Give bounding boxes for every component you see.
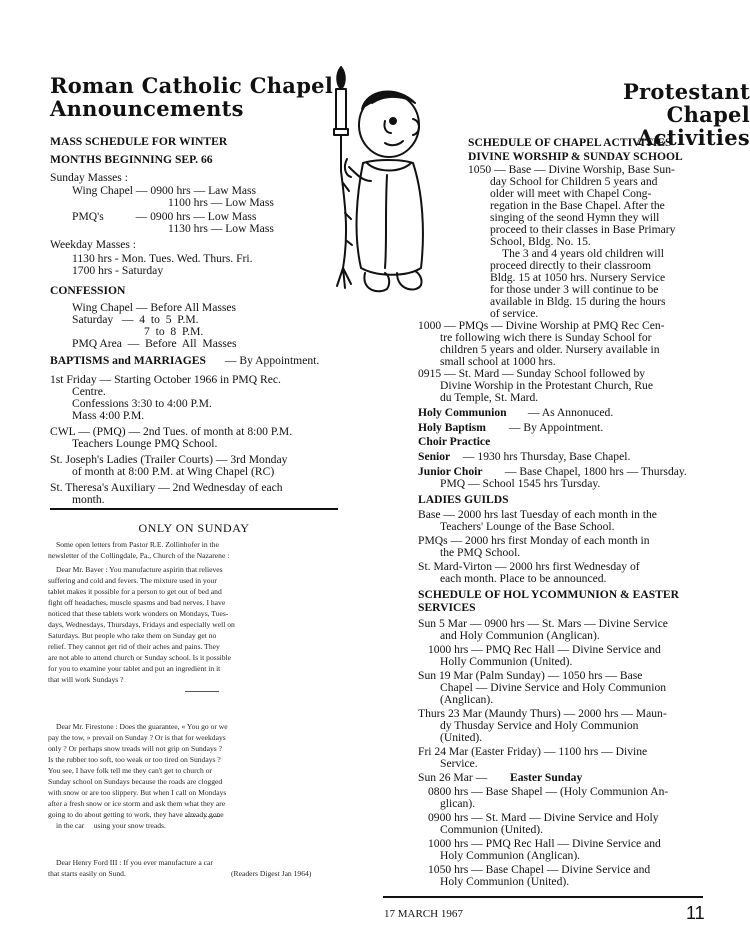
text-line: 1st Friday — Starting October 1966 in PMQ Rec. — [50, 373, 281, 386]
text-line: du Temple, St. Mard. — [440, 391, 539, 404]
text-line: for those under 3 will continue to be — [490, 283, 659, 296]
text-line: only ? Or perhaps snow treads will not grip on Sundays ? — [48, 744, 222, 753]
letter-separator-1 — [185, 691, 219, 692]
text-line: in the car using your snow treads. — [56, 821, 166, 830]
text-line: and Holy Communion (Anglican). — [440, 629, 600, 642]
text-line: that will work Sundays ? — [48, 675, 124, 684]
text-line: the PMQ School. — [440, 546, 521, 559]
text-line: 0900 hrs — St. Mard — Divine Service and Holy — [428, 811, 659, 824]
text-line: 0915 — St. Mard — Sunday School followed by — [418, 367, 646, 380]
text-line: proceed directly to their classroom — [490, 259, 651, 272]
text-line: 1000 hrs — PMQ Rec Hall — Divine Service and — [428, 643, 661, 656]
text-line: Wing Chapel — Before All Masses — [72, 301, 237, 314]
text-line: CWL — (PMQ) — 2nd Tues. of month at 8:00 P.M. — [50, 425, 293, 438]
protestant-title-line2: Activities — [637, 125, 750, 150]
text-line: Some open letters from Pastor R.E. Zollinhofer in the — [56, 540, 219, 549]
text-line: 1050 hrs — Base Chapel — Divine Service and — [428, 863, 651, 876]
text-line: Sun 19 Mar (Palm Sunday) — 1050 hrs — Base — [418, 669, 643, 682]
text-line: for you to examine your tablet and put an ingredient in it — [48, 664, 221, 673]
text-line: noticed that these tablets work wonders on Mondays, Tues- — [48, 609, 229, 618]
text-line: 0800 hrs — Base Shapel — (Holy Communion An- — [428, 785, 669, 798]
text-line: Divine Worship in the Protestant Church, Rue — [440, 379, 653, 392]
text-line: pay the tow, » prevail on Sunday ? Or is that for weekdays — [48, 733, 226, 742]
text-line: Dear Mr. Firestone : Does the guarantee, « You go or we — [56, 722, 228, 731]
rc-announcements — [50, 136, 345, 506]
text-line: are not able to attend church or Sunday school. Is it possible — [48, 653, 232, 662]
text-line: available in Bldg. 15 during the hours — [490, 295, 666, 308]
text-line: — By Appointment. — [506, 421, 604, 434]
text-line: 1000 — PMQs — Divine Worship at PMQ Rec Cen- — [418, 319, 665, 332]
text-line: fight off headaches, muscle spasms and bad nerves. I have — [48, 598, 226, 607]
protestant-activities — [418, 137, 718, 897]
rc-title — [50, 74, 333, 120]
text-line: newsletter of the Collingdale, Pa., Church of the Nazarene : — [48, 551, 230, 560]
page-number: 11 — [686, 903, 705, 923]
text-line: with snow or are too slippery. But when I call on Mondays — [48, 788, 227, 797]
text-line: each month. Place to be announced. — [440, 572, 607, 585]
text-line: Thurs 23 Mar (Maundy Thurs) — 2000 hrs — Maun- — [418, 707, 667, 720]
text-line: 1130 hrs — Low Mass — [168, 222, 274, 235]
text-line: Saturdays. But people who take them on Sunday get no — [48, 631, 217, 640]
text-line: Service. — [440, 757, 478, 770]
text-line: proceed to their classes in Base Primary — [490, 223, 676, 236]
text-line: Fri 24 Mar (Easter Friday) — 1100 hrs — Divine — [418, 745, 648, 758]
text-line: 7 to 8 P.M. — [144, 325, 204, 338]
text-line: Sunday Masses : — [50, 171, 128, 184]
rc-title-line1: Roman Catholic Chapel — [50, 73, 334, 98]
text-line: 1000 hrs — PMQ Rec Hall — Divine Service and — [428, 837, 661, 850]
text-line: PMQ — School 1545 hrs Tursday. — [440, 477, 601, 490]
text-line: Saturday — 4 to 5 P.M. — [72, 313, 199, 326]
text-line: The 3 and 4 years old children will — [502, 247, 664, 260]
text-line: regation in the Base Chapel. After the — [490, 199, 665, 212]
text-line: of month at 8:00 P.M. at Wing Chapel (RC) — [72, 465, 275, 478]
sunday-letters — [48, 540, 343, 885]
rc-title-line2: Announcements — [50, 96, 244, 121]
text-line: after a fresh snow or ice storm and ask them what they are — [48, 799, 226, 808]
footer-rule — [383, 896, 703, 898]
text-line: older will meet with Chapel Cong- — [490, 187, 652, 200]
text-line: tre following wich there is Sunday School for — [440, 331, 652, 344]
text-line: Choir Practice — [418, 435, 491, 448]
text-line: Holy Communion — [418, 406, 507, 419]
text-line: (Readers Digest Jan 1964) — [231, 869, 312, 878]
text-line: — As Annonuced. — [525, 406, 614, 419]
text-line: Bldg. 15 at 1050 hrs. Nursery Service — [490, 271, 666, 284]
text-line: Chapel — Divine Service and Holy Communion — [440, 681, 667, 694]
text-line: — Base Chapel, 1800 hrs — Thursday. — [502, 465, 687, 478]
text-line: month. — [72, 493, 105, 506]
text-line: singing of the seond Hymn they will — [490, 211, 660, 224]
text-line: PMQ's — 0900 hrs — Low Mass — [72, 210, 257, 223]
text-line: MASS SCHEDULE FOR WINTER — [50, 135, 228, 148]
text-line: Sun 26 Mar — — [418, 771, 488, 784]
text-line: day School for Children 5 years and — [490, 175, 658, 188]
text-line: small school at 1000 hrs. — [440, 355, 556, 368]
left-divider — [50, 508, 338, 510]
text-line: Wing Chapel — 0900 hrs — Law Mass — [72, 184, 257, 197]
text-line: DIVINE WORSHIP & SUNDAY SCHOOL — [468, 150, 683, 163]
text-line: 1130 hrs - Mon. Tues. Wed. Thurs. Fri. — [72, 252, 253, 265]
text-line: St. Mard-Virton — 2000 hrs first Wednesday of — [418, 560, 640, 573]
monk-with-candle-illustration — [327, 63, 432, 303]
text-line: Easter Sunday — [510, 771, 583, 784]
text-line: Holly Communion (United). — [440, 655, 573, 668]
text-line: Teachers' Lounge of the Base School. — [440, 520, 615, 533]
text-line: of service. — [490, 307, 539, 320]
text-line: relief. They cannot get rid of their aches and pains. They — [48, 642, 220, 651]
text-line: St. Theresa's Auxiliary — 2nd Wednesday of each — [50, 481, 283, 494]
text-line: Mass 4:00 P.M. — [72, 409, 145, 422]
text-line: Weekday Masses : — [50, 238, 136, 251]
text-line: Sunday school on Sundays because the roads are clogged — [48, 777, 223, 786]
text-line: St. Joseph's Ladies (Trailer Courts) — 3rd Monday — [50, 453, 288, 466]
text-line: children 5 years and older. Nursery available in — [440, 343, 660, 356]
text-line: glican). — [440, 797, 476, 810]
text-line: — By Appointment. — [222, 354, 320, 367]
text-line: (Anglican). — [440, 693, 494, 706]
text-line: Communion (United). — [440, 823, 544, 836]
text-line: BAPTISMS and MARRIAGES — [50, 354, 206, 367]
text-line: 1100 hrs — Low Mass — [168, 196, 274, 209]
sunday-heading: ONLY ON SUNDAY — [138, 521, 250, 535]
text-line: SCHEDULE OF CHAPEL ACTIVITIES — [468, 136, 672, 149]
text-line: Senior — [418, 450, 451, 463]
text-line: suffering and cold and fevers. The mixture used in your — [48, 576, 217, 585]
text-line: PMQs — 2000 hrs first Monday of each month in — [418, 534, 650, 547]
text-line: SCHEDULE OF HOL YCOMMUNION & EASTER — [418, 588, 679, 601]
text-line: tablet makes it possible for a person to get out of bed and — [48, 587, 222, 596]
text-line: You see, I have folk tell me they can't get to church or — [48, 766, 213, 775]
text-line: Dear Mr. Baver : You manufacture aspirin that relieves — [56, 565, 223, 574]
text-line: PMQ Area — Before All Masses — [72, 337, 237, 350]
text-line: — 1930 hrs Thursday, Base Chapel. — [460, 450, 631, 463]
text-line: Holy Communion (Anglican). — [440, 849, 581, 862]
text-line: Centre. — [72, 385, 106, 398]
text-line: (United). — [440, 731, 483, 744]
issue-date: 17 MARCH 1967 — [384, 908, 463, 920]
text-line: that starts easily on Sund. — [48, 869, 126, 878]
text-line: days, Wednesdays, Thursdays, Fridays and especially well on — [48, 620, 235, 629]
text-line: Base — 2000 hrs last Tuesday of each month in the — [418, 508, 657, 521]
text-line: MONTHS BEGINNING SEP. 66 — [50, 153, 213, 166]
text-line: Sun 5 Mar — 0900 hrs — St. Mars — Divine Service — [418, 617, 668, 630]
text-line: Holy Baptism — [418, 421, 486, 434]
text-line: CONFESSION — [50, 284, 126, 297]
text-line: 1050 — Base — Divine Worship, Base Sun- — [468, 163, 675, 176]
text-line: 1700 hrs - Saturday — [72, 264, 164, 277]
text-line: SERVICES — [418, 601, 476, 614]
text-line: Junior Choir — [418, 465, 483, 478]
text-line: Dear Henry Ford III : If you ever manufacture a car — [56, 858, 213, 867]
text-line: Holy Communion (United). — [440, 875, 570, 888]
text-line: School, Bldg. No. 15. — [490, 235, 591, 248]
text-line: dy Thusday Service and Holy Communion — [440, 719, 639, 732]
text-line: Confessions 3:30 to 4:00 P.M. — [72, 397, 212, 410]
text-line: going to do about getting to work, they have already gone — [48, 810, 224, 819]
text-line: Is the rubber too soft, too weak or too tired on Sundays ? — [48, 755, 221, 764]
text-line: LADIES GUILDS — [418, 493, 509, 506]
text-line: Teachers Lounge PMQ School. — [72, 437, 218, 450]
protestant-title-line1: Protestant Chapel — [622, 79, 750, 127]
letter-separator-2 — [185, 816, 219, 817]
